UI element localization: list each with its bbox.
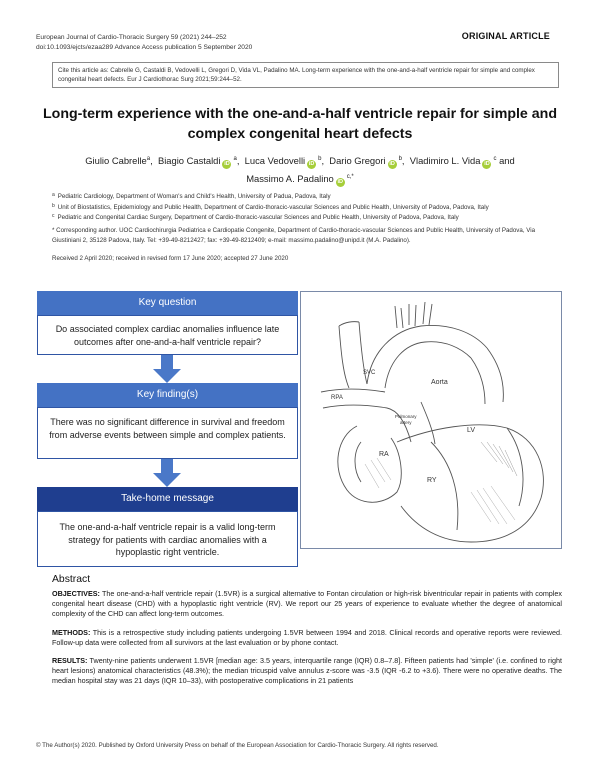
orcid-icon[interactable]: iD: [389, 161, 395, 167]
heart-drawing: [301, 292, 561, 548]
author-name[interactable]: Dario Gregori: [329, 155, 386, 166]
author-and: and: [499, 155, 515, 166]
key-finding-body: There was no significant difference in survival and freedom from adverse events between simple and complex patients.: [37, 407, 298, 459]
author-name[interactable]: Biagio Castaldi: [157, 155, 221, 166]
author-name[interactable]: Vladimiro L. Vida: [409, 155, 481, 166]
graphical-abstract-panel: [37, 291, 298, 567]
down-arrow-icon: [37, 355, 298, 383]
affiliation-item: [52, 212, 562, 223]
author-name[interactable]: Massimo A. Padalino: [246, 173, 334, 184]
orcid-icon[interactable]: iD: [308, 161, 315, 167]
abstract-methods: [52, 628, 562, 648]
affiliations: [52, 191, 562, 223]
label-svc: SVC: [363, 370, 376, 376]
methods-text: This is a retrospective study including patients undergoing 1.5VR between 1994 and 2018. Clinical records and operative reports were reviewed. Follow-up data were collected from all survivors at the last evaluation or by phone contact.: [52, 628, 562, 648]
affiliation-text: Pediatric Cardiology, Department of Woman's and Child's Health, University of Padua, Padova, Italy: [57, 193, 331, 200]
label-aorta: Aorta: [431, 379, 448, 386]
author-name[interactable]: Giulio Cabrelle: [85, 155, 147, 166]
take-home-body: The one-and-a-half ventricle repair is a valid long-term strategy for patients with cardiac anomalies with a hypoplastic right ventricle.: [37, 511, 298, 567]
author-sup: c,*: [346, 174, 354, 180]
label-artery: artery: [400, 420, 412, 425]
key-question-body: Do associated complex cardiac anomalies influence late outcomes after one-and-a-half ventricle repair?: [37, 315, 298, 355]
results-label: RESULTS:: [52, 656, 88, 665]
abstract-heading: Abstract: [52, 574, 91, 585]
orcid-icon[interactable]: iD: [224, 161, 230, 167]
heart-illustration: [300, 291, 562, 549]
received-dates: Received 2 April 2020; received in revised form 17 June 2020; accepted 27 June 2020: [52, 255, 289, 262]
label-pulmonary: Pulmonary: [395, 414, 417, 419]
copyright-footer: © The Author(s) 2020. Published by Oxford University Press on behalf of the European Association for Cardio-Thoracic Surgery. All rights reserved.: [36, 742, 439, 749]
article-type: ORIGINAL ARTICLE: [461, 31, 550, 41]
key-question-header: Key question: [37, 291, 298, 315]
affiliation-text: Pediatric and Congenital Cardiac Surgery, Department of Cardio-thoracic-vascular Sciences and Public Health, University of Padova, Padova, Italy: [57, 214, 459, 221]
doi-line: doi:10.1093/ejcts/ezaa289 Advance Access publication 5 September 2020: [36, 44, 253, 51]
author-name[interactable]: Luca Vedovelli: [244, 155, 306, 166]
citation-box: Cite this article as: Cabrelle G, Castaldi B, Vedovelli L, Gregori D, Vida VL, Padalino MA. Long-term experience with the one-and-a-half ventricle repair for simple and complex congenital heart defects. Eur J Cardiothorac Surg 2021;59:244–52.: [52, 62, 559, 88]
journal-header: [36, 33, 252, 53]
results-text: Twenty-nine patients underwent 1.5VR [median age: 3.5 years, interquartile range (IQR) 0.8–7.8]. Fifteen patients had 'simple' (i.e. confined to right heart lesions) anatomical characteristics (48.3%); the median tricuspid valve annulus z-score was -3.5 (IQR -6.2 to +3.6). There were no operative deaths. The median hospital stay was 21 days (IQR 10–33), with postoperative complications in 21 patients: [52, 656, 563, 686]
affiliation-sup: c: [52, 213, 55, 219]
journal-line: European Journal of Cardio-Thoracic Surgery 59 (2021) 244–252: [36, 34, 227, 41]
affiliation-sup: a: [52, 192, 55, 198]
orcid-icon[interactable]: iD: [337, 179, 344, 185]
corresponding-author: * Corresponding author. UOC Cardiochirurgia Pediatrica e Cardiopatie Congenite, Department of Cardio-thoracic-vascular Sciences and Public Health, University of Padova, Via Giustiniani 2, 35128 Padova, Italy. Tel: +39-49-8212427; fax: +39-49-8212409; e-mail: massimo.padalino@unipd.it (M.A. Padalino).: [52, 227, 536, 244]
objectives-text: The one-and-a-half ventricle repair (1.5VR) is a surgical alternative to Fontan circulation or high-risk biventricular repair in patients with complex congenital heart disease (CHD) with a hypoplastic right ventricle (RV). We report our 25 years of experience to evaluate whether the degree of anatomical complexity of the CHD can affect long-term outcomes.: [52, 589, 562, 619]
orcid-icon[interactable]: iD: [484, 161, 490, 167]
paper-title: Long-term experience with the one-and-a-half ventricle repair for simple and complex congenital heart defects: [42, 106, 557, 142]
author-list: Giulio Cabrelle$^a$, Biagio Castaldi $iD^a$, Luca Vedovelli $iD^b$, Dario Gregori $iD^b$, Vladimiro L. Vida $iD^c$ and Massimo A. Padalino $iD^{c,*}$: [85, 155, 515, 185]
down-arrow-icon: [37, 459, 298, 487]
label-ry: RY: [427, 477, 437, 484]
author-sup: c: [493, 156, 497, 162]
author-sup: b: [398, 156, 402, 162]
author-sup: a: [146, 156, 151, 162]
abstract-results: [52, 656, 562, 687]
author-sup: b: [318, 156, 322, 162]
key-finding-header: Key finding(s): [37, 383, 298, 407]
abstract-objectives: [52, 589, 562, 620]
label-rpa: RPA: [331, 395, 343, 401]
take-home-header: Take-home message: [37, 487, 298, 511]
methods-label: METHODS:: [52, 628, 91, 637]
affiliation-item: [52, 202, 562, 213]
affiliation-item: [52, 191, 562, 202]
affiliation-text: Unit of Biostatistics, Epidemiology and Public Health, Department of Cardio-thoracic-vascular Sciences and Public Health, University of Padova, Padova, Italy: [57, 203, 489, 211]
objectives-label: OBJECTIVES:: [52, 589, 100, 598]
author-sup: a: [233, 156, 237, 162]
label-lv: LV: [467, 427, 476, 434]
label-ra: RA: [379, 451, 389, 458]
affiliation-sup: b: [52, 202, 55, 209]
